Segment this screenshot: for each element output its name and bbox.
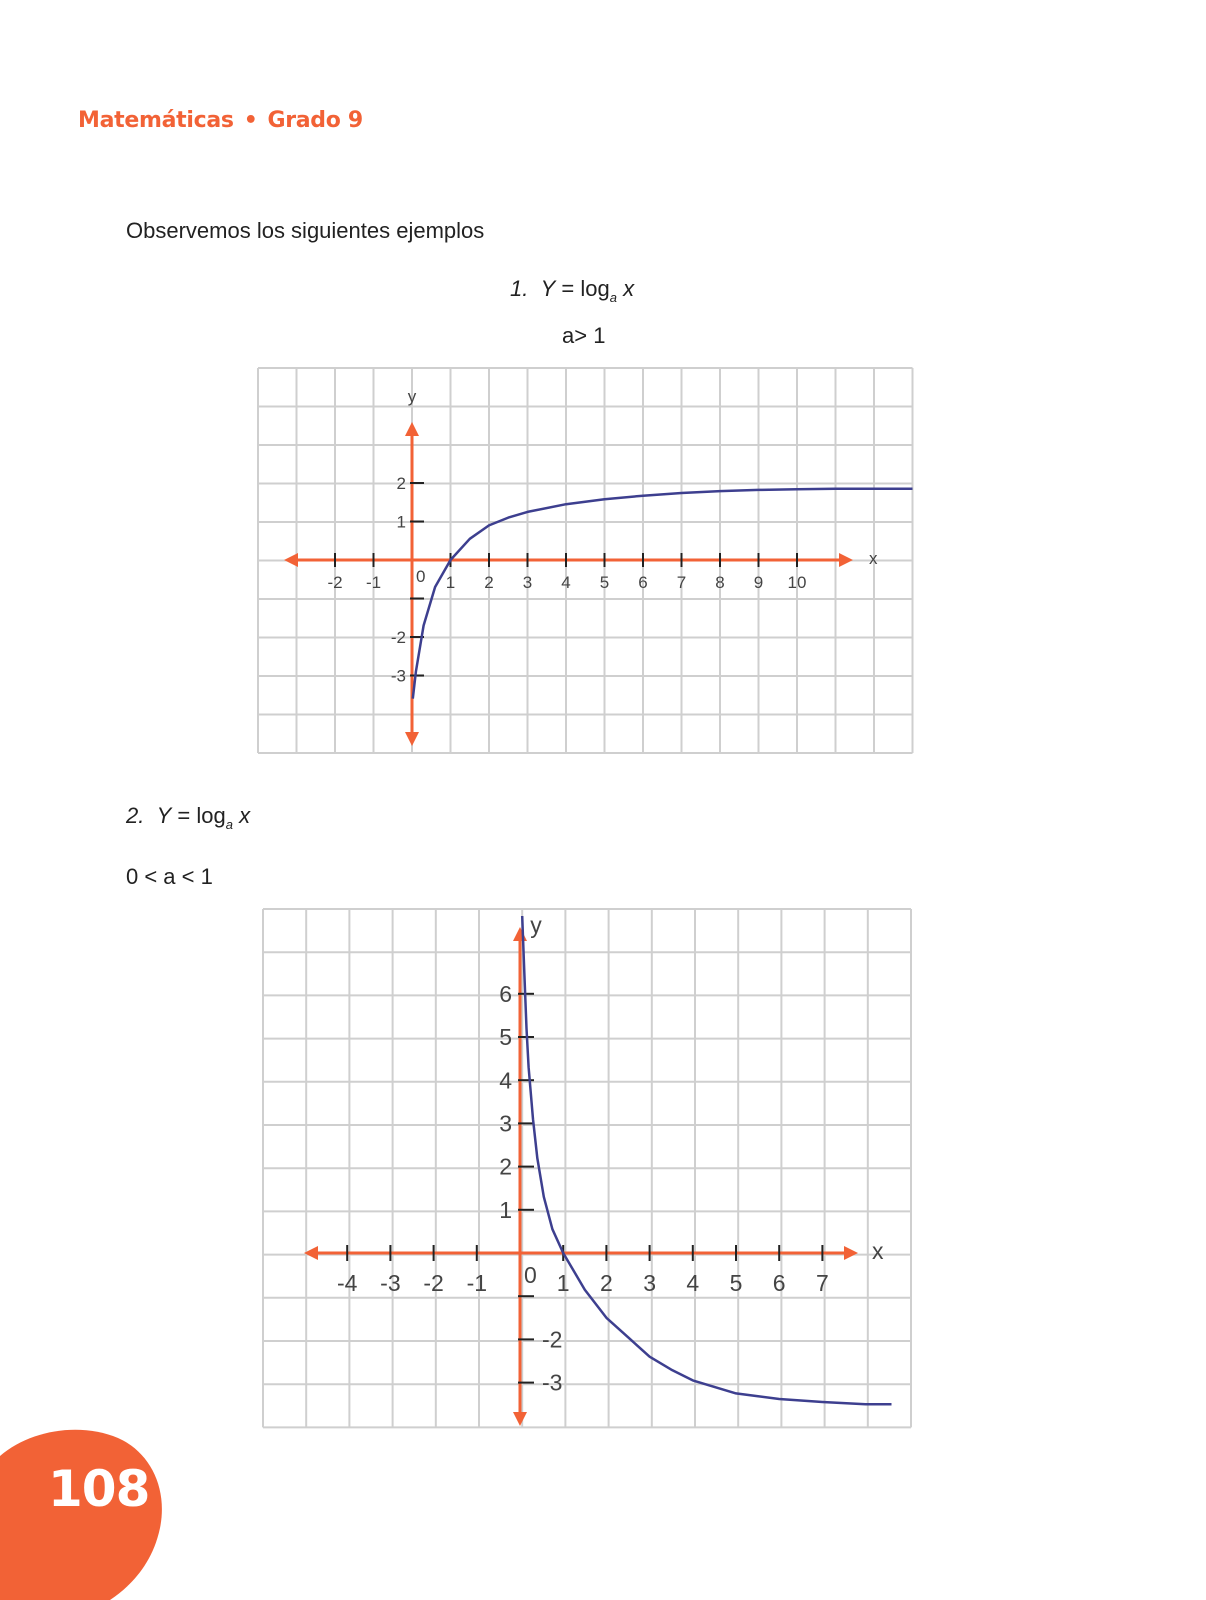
example-number: 2. <box>126 803 145 828</box>
x-tick-label: 3 <box>643 1270 656 1296</box>
x-tick-label: 6 <box>772 1270 786 1296</box>
x-tick-label: 8 <box>715 573 725 592</box>
x-tick-label: 4 <box>561 573 571 592</box>
y-axis-arrow-down <box>513 1412 527 1426</box>
intro-text: Observemos los siguientes ejemplos <box>126 218 485 243</box>
y-axis-label: y <box>530 912 542 938</box>
formula-arg: x <box>239 803 251 828</box>
x-tick-label: 10 <box>787 573 807 592</box>
y-tick-label: -2 <box>542 1326 563 1353</box>
header-separator: • <box>243 108 258 133</box>
x-tick-label: -2 <box>327 573 343 592</box>
x-axis-label: x <box>872 1238 884 1264</box>
y-tick-label: -3 <box>390 666 406 686</box>
x-tick-label: 3 <box>522 573 533 592</box>
log-curve <box>522 916 891 1404</box>
y-axis-arrow-up <box>513 927 527 941</box>
x-axis-label: x <box>869 549 878 568</box>
x-tick-label: 9 <box>753 573 764 592</box>
x-tick-label: 6 <box>638 573 648 592</box>
x-tick-label: -2 <box>423 1270 444 1296</box>
y-axis-label: y <box>407 387 417 406</box>
formula-base: a <box>225 817 233 832</box>
formula-eq: = <box>177 803 191 828</box>
x-tick-label: -1 <box>466 1270 488 1296</box>
y-tick-label: 2 <box>396 473 406 493</box>
x-tick-label: 7 <box>676 573 687 592</box>
y-tick-label: -2 <box>390 627 406 647</box>
x-tick-label: 4 <box>686 1270 700 1296</box>
y-tick-label: 4 <box>499 1067 512 1094</box>
y-tick-label: 3 <box>499 1110 512 1137</box>
x-axis-arrow-right <box>844 1246 858 1260</box>
origin-label: 0 <box>416 567 426 586</box>
formula-base: a <box>609 290 617 305</box>
y-tick-label: 6 <box>499 980 512 1007</box>
formula-fn: log <box>196 803 226 828</box>
formula-lhs: Y <box>156 803 172 828</box>
formula-eq: = <box>561 276 575 301</box>
x-tick-label: -1 <box>365 573 382 592</box>
y-tick-label: 5 <box>499 1024 512 1051</box>
y-tick-label: 1 <box>499 1196 512 1223</box>
x-tick-label: 2 <box>600 1270 613 1296</box>
y-tick-label: 1 <box>396 512 406 532</box>
x-tick-label: 1 <box>556 1270 570 1296</box>
formula-fn: log <box>580 276 610 301</box>
header-grade: Grado 9 <box>267 108 363 133</box>
x-tick-label: 5 <box>599 573 610 592</box>
x-tick-label: 1 <box>445 573 456 592</box>
example-2-condition: 0 < a < 1 <box>126 864 213 889</box>
example-number: 1. <box>510 276 529 301</box>
x-tick-label: -3 <box>380 1270 401 1296</box>
x-tick-label: 5 <box>729 1270 743 1296</box>
page-number: 108 <box>48 1460 150 1518</box>
header-subject: Matemáticas <box>78 108 234 133</box>
origin-label: 0 <box>524 1262 537 1288</box>
y-tick-label: -3 <box>542 1369 563 1396</box>
x-tick-label: 7 <box>816 1270 829 1296</box>
y-tick-label: 2 <box>499 1153 512 1180</box>
x-tick-label: -4 <box>336 1270 358 1296</box>
x-tick-label: 2 <box>484 573 494 592</box>
formula-arg: x <box>623 276 635 301</box>
example-1-condition: a> 1 <box>562 323 606 348</box>
formula-lhs: Y <box>540 276 556 301</box>
